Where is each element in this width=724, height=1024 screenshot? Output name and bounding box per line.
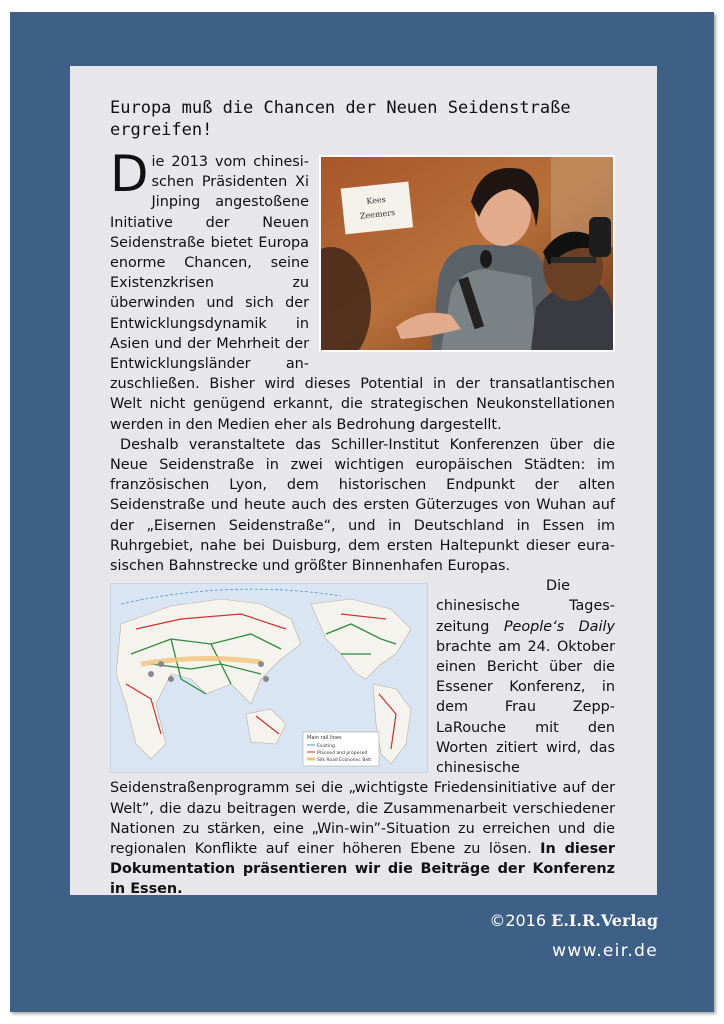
paragraph-3-part1: Die chinesische Tageszeitung — [436, 578, 615, 635]
sign-text-1: Kees — [366, 194, 387, 206]
article-headline: Europa muß die Chancen der Neuen Seidenstraße ergreifen! — [110, 98, 571, 140]
paragraph-2: Deshalb veranstaltete das Schiller-Institut Konferenzen über die Neue Seidenstraße in zwei wichtigen europäischen Städten: im französischen Lyon, dem historischen Endpunkt der alten Seidenstraße und heute auch des ersten Güterzuges von Wuhan auf der „Eisernen Seidenstraße“, und in Deutschland in Essen im Ruhrgebiet, nahe bei Duisburg, dem ersten Haltepunkt dieser eurasischen Bahnstrecke und größter Binnenhafen Europas. — [110, 436, 615, 575]
paragraph-3-part2: brachte am 24. Oktober einen Bericht über die Essener Konferenz, in dem Frau Zepp-LaRouche mit den Worten zitiert wird, das chinesische Seidenstraßenprogramm sei die „wichtigste Friedensinitiative auf der Welt”, die dazu beitragen werde, die Zusammenarbeit verschiedener Nationen zu stärken, eine „Win-win”-Situation zu erreichen und die regionalen Konflikte auf einer höheren Ebene zu lösen. — [110, 638, 615, 857]
publisher-name: E.I.R.Verlag — [551, 911, 658, 930]
drop-cap: D — [110, 145, 149, 203]
sign-text-2: Zeemers — [359, 208, 396, 221]
article-body — [110, 145, 615, 900]
conference-photo — [319, 155, 615, 352]
footer-url[interactable]: www.eir.de — [552, 941, 658, 961]
paragraph-3-bold: In dieser Dokumentation präsentieren wir die Beiträge der Konferenz in Essen. — [110, 840, 615, 898]
paragraph-1: ie 2013 vom chinesischen Präsidenten Xi Jinping angestoßene Initiative der Neuen Seidenstraße bietet Europa enorme Chancen, seine Existenzkrisen zu überwinden und sich der Entwicklungsdynamik in Asien und der Mehrheit der Entwicklungsländer anzuschließen. Bisher wird dieses Potential in der transatlantischen Welt nicht genügend erkannt, die strategischen Neukonstellationen werden in den Medien eher als Bedrohung dargestellt. — [110, 154, 615, 433]
newspaper-name: People‘s Daily — [503, 618, 615, 635]
footer-copyright — [489, 911, 658, 931]
copyright-year: ©2016 — [489, 911, 547, 930]
map-legend-title: Main rail lines — [307, 735, 342, 742]
map-legend-planned: Planned and proposed — [317, 751, 368, 757]
map-legend-belt: Silk Road Economic Belt — [317, 758, 372, 764]
silk-road-map — [110, 583, 428, 773]
map-legend-existing: Existing — [317, 744, 335, 750]
